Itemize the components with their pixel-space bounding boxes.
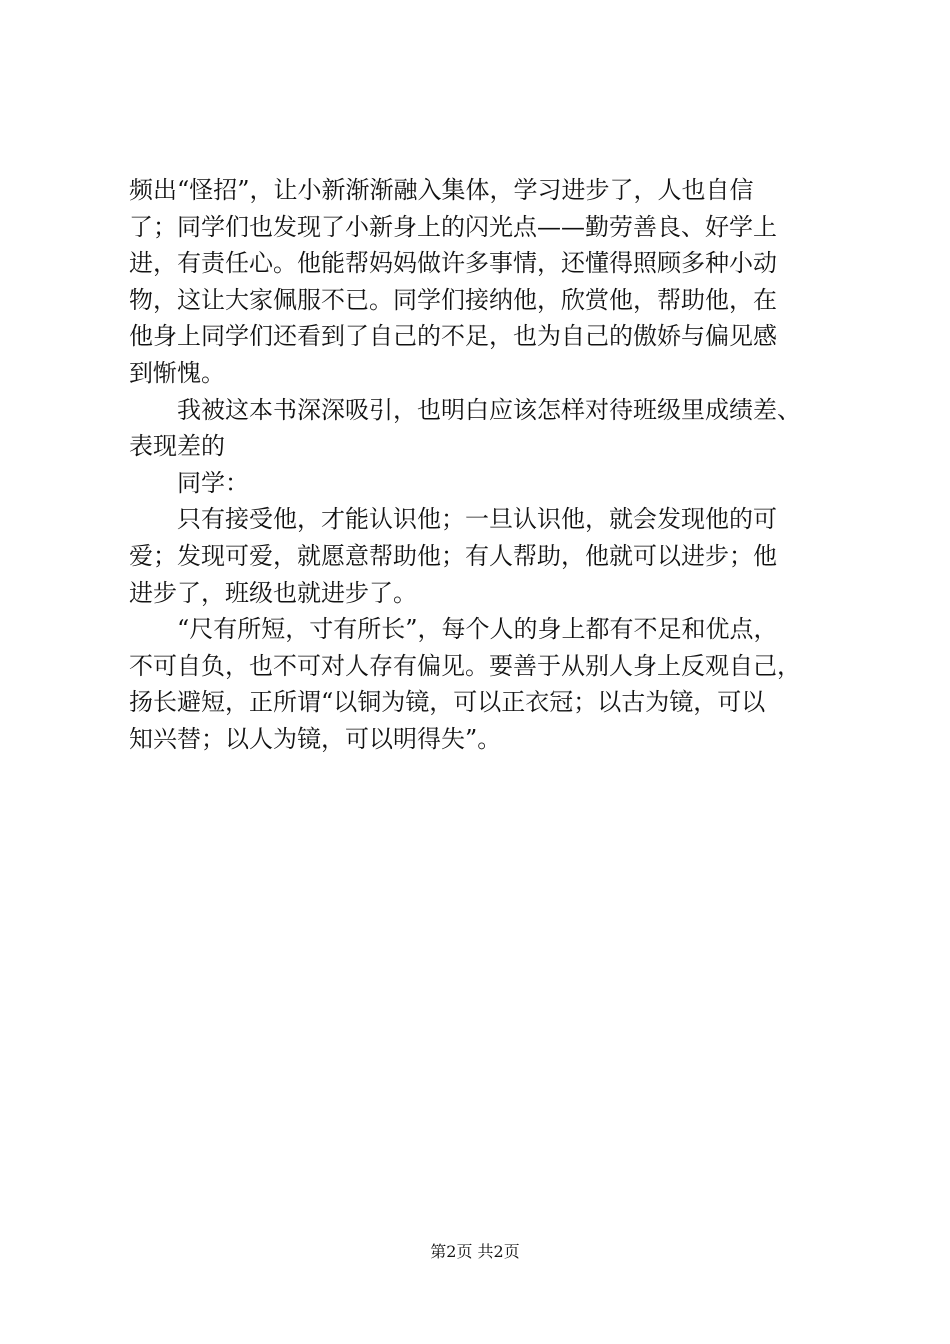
text-line: 进，有责任心。他能帮妈妈做许多事情，还懂得照顾多种小动	[129, 249, 777, 278]
paragraph-start-line: 只有接受他，才能认识他；一旦认识他，就会发现他的可	[177, 505, 777, 534]
text-line: 表现差的	[129, 432, 225, 461]
text-line: 频出“怪招”，让小新渐渐融入集体，学习进步了，人也自信	[129, 176, 754, 204]
paragraph-start-line: 同学：	[177, 468, 249, 497]
body-text	[129, 172, 839, 758]
text-line: 扬长避短，正所谓“以铜为镜，可以正衣冠；以古为镜，可以	[129, 688, 766, 717]
paragraph-start-line: “尺有所短，寸有所长”，每个人的身上都有不足和优点，	[177, 615, 778, 644]
text-line: 爱；发现可爱，就愿意帮助他；有人帮助，他就可以进步；他	[129, 541, 777, 570]
text-line: 了；同学们也发现了小新身上的闪光点——勤劳善良、好学上	[129, 212, 777, 241]
text-line: 进步了，班级也就进步了。	[129, 578, 417, 607]
text-line: 到惭愧。	[129, 358, 225, 387]
paragraph-start-line: 我被这本书深深吸引，也明白应该怎样对待班级里成绩差、	[177, 395, 801, 424]
text-line: 物，这让大家佩服不已。同学们接纳他，欣赏他，帮助他，在	[129, 285, 777, 314]
page-number-label: 第2页 共2页	[430, 1242, 520, 1261]
text-line: 知兴替；以人为镜，可以明得失”。	[129, 724, 502, 753]
text-line: 他身上同学们还看到了自己的不足，也为自己的傲娇与偏见感	[129, 322, 777, 351]
page-footer	[0, 1240, 950, 1264]
text-line: 不可自负，也不可对人存有偏见。要善于从别人身上反观自己，	[129, 651, 801, 680]
